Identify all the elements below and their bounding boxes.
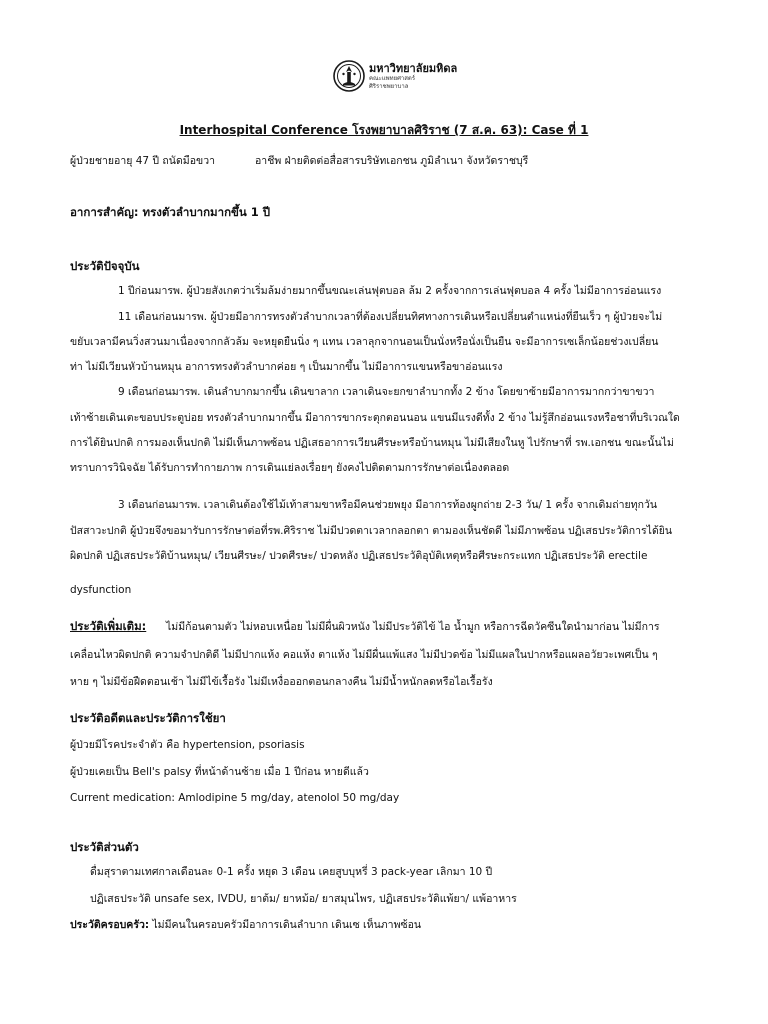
personal-history-line: ดื่มสุราตามเทศกาลเดือนละ 0-1 ครั้ง หยุด 3 เดือน เคยสูบบุหรี่ 3 pack-year เลิกมา 10 ปี	[90, 866, 493, 878]
logo-text	[369, 62, 457, 91]
family-history	[70, 917, 421, 933]
present-illness-line: 9 เดือนก่อนมารพ. เดินลำบากมากขึ้น เดินขาลาก เวลาเดินจะยกขาลำบากทั้ง 2 ข้าง โดยขาซ้ายมีอาการมากกว่าขาขวา	[118, 386, 655, 398]
additional-history-line: ไม่มีก้อนตามตัว ไม่หอบเหนื่อย ไม่มีผื่นผิวหนัง ไม่มีประวัติไข้ ไอ น้ำมูก หรือการฉีดวัคซีนใดนำมาก่อน ไม่มีการ	[166, 621, 660, 633]
chief-complaint: อาการสำคัญ: ทรงตัวลำบากมากขึ้น 1 ปี	[70, 205, 271, 219]
present-illness-line: เท้าซ้ายเดินเตะขอบประตูบ่อย ทรงตัวลำบากมากขึ้น มีอาการขากระตุกตอนนอน แขนมีแรงดีทั้ง 2 ข้าง ไม่รู้สึกอ่อนแรงหรือชาที่บริเวณใด	[70, 412, 680, 424]
present-illness-line: 11 เดือนก่อนมารพ. ผู้ป่วยมีอาการทรงตัวลำบากเวลาที่ต้องเปลี่ยนทิศทางการเดินหรือเปลี่ยนตำแหน่งที่ยืนเร็ว ๆ ผู้ป่วยจะไม่	[118, 311, 663, 323]
additional-history-line: เคลื่อนไหวผิดปกติ ความจำปกติดี ไม่มีปากแห้ง คอแห้ง ตาแห้ง ไม่มีผื่นแพ้แสง ไม่มีปวดข้อ ไม่มีแผลในปากหรือแผลอวัยวะเพศเป็น ๆ	[70, 649, 658, 661]
present-illness-line: 3 เดือนก่อนมารพ. เวลาเดินต้องใช้ไม้เท้าสามขาหรือมีคนช่วยพยุง มีอาการท้องผูกถ่าย 2-3 วัน/ 1 ครั้ง จากเดิมถ่ายทุกวัน	[118, 499, 658, 511]
present-illness-line: ท่า ไม่มีเวียนหัวบ้านหมุน อาการทรงตัวลำบากค่อย ๆ เป็นมากขึ้น ไม่มีอาการแขนหรือขาอ่อนแรง	[70, 361, 503, 373]
present-illness-line: ผิดปกติ ปฏิเสธประวัติบ้านหมุน/ เวียนศีรษะ/ ปวดศีรษะ/ ปวดหลัง ปฏิเสธประวัติอุบัติเหตุหรือศีรษะกระแทก ปฏิเสธประวัติ erectile	[70, 550, 648, 562]
logo-university-name: มหาวิทยาลัยมหิดล	[369, 62, 458, 75]
present-illness-line: dysfunction	[70, 584, 132, 596]
university-seal-icon	[333, 60, 365, 92]
additional-history-heading: ประวัติเพิ่มเติม:	[70, 619, 147, 633]
past-history-line: ผู้ป่วยเคยเป็น Bell's palsy ที่หน้าด้านซ้าย เมื่อ 1 ปีก่อน หายดีแล้ว	[70, 766, 369, 778]
past-history-heading: ประวัติอดีตและประวัติการใช้ยา	[70, 711, 226, 725]
present-illness-line: 1 ปีก่อนมารพ. ผู้ป่วยสังเกตว่าเริ่มล้มง่ายมากขึ้นขณะเล่นฟุตบอล ล้ม 2 ครั้งจากการเล่นฟุตบอล 4 ครั้ง ไม่มีอาการอ่อนแรง	[118, 285, 662, 297]
logo-faculty-name: คณะแพทยศาสตร์	[369, 75, 416, 82]
present-illness-line: การได้ยินปกติ การมองเห็นปกติ ไม่มีเห็นภาพซ้อน ปฏิเสธอาการเวียนศีรษะหรือบ้านหมุน ไม่มีเสียงในหู ไปรักษาที่ รพ.เอกชน ขณะนั้นไม่	[70, 437, 674, 449]
family-history-text: ไม่มีคนในครอบครัวมีอาการเดินลำบาก เดินเซ เห็นภาพซ้อน	[152, 919, 422, 931]
present-illness-heading: ประวัติปัจจุบัน	[70, 259, 140, 273]
additional-history-line: หาย ๆ ไม่มีข้อฝืดตอนเช้า ไม่มีไข้เรื้อรัง ไม่มีเหงื่อออกตอนกลางคืน ไม่มีน้ำหนักลดหรือไอเรื้อรัง	[70, 676, 493, 688]
document-title: Interhospital Conference โรงพยาบาลศิริราช (7 ส.ค. 63): Case ที่ 1	[179, 123, 589, 137]
present-illness-line: ทราบการวินิจฉัย ได้รับการทำกายภาพ การเดินแย่ลงเรื่อยๆ ยังคงไปติดตามการรักษาต่อเนื่องตลอด	[70, 462, 510, 474]
present-illness-line: ปัสสาวะปกติ ผู้ป่วยจึงขอมารับการรักษาต่อที่รพ.ศิริราช ไม่มีปวดตาเวลากลอกตา ตามองเห็นชัดดี ไม่มีภาพซ้อน ปฏิเสธประวัติการได้ยิน	[70, 525, 673, 537]
medication-label: Current medication:	[70, 792, 175, 804]
personal-history-line: ปฏิเสธประวัติ unsafe sex, IVDU, ยาต้ม/ ยาหม้อ/ ยาสมุนไพร, ปฏิเสธประวัติแพ้ยา/ แพ้อาหาร	[90, 893, 517, 905]
personal-history-heading: ประวัติส่วนตัว	[70, 840, 139, 854]
university-logo	[333, 60, 463, 100]
patient-demographics: ผู้ป่วยชายอายุ 47 ปี ถนัดมือขวา	[70, 155, 215, 167]
past-history-line: ผู้ป่วยมีโรคประจำตัว คือ hypertension, psoriasis	[70, 739, 305, 751]
logo-hospital-name: ศิริราชพยาบาล	[369, 83, 409, 90]
current-medication	[70, 790, 399, 806]
patient-occupation: อาชีพ ฝ่ายติดต่อสื่อสารบริษัทเอกชน ภูมิลำเนา จังหวัดราชบุรี	[255, 155, 529, 167]
family-history-heading: ประวัติครอบครัว:	[70, 919, 150, 931]
present-illness-line: ขยับเวลามีคนวิ่งสวนมาเนื่องจากกลัวล้ม จะหยุดยืนนิ่ง ๆ แทน เวลาลุกจากนอนเป็นนั่งหรือนั่งเป็นยืน จะมีอาการเซเล็กน้อยช่วงเปลี่ยน	[70, 336, 659, 348]
medication-value: Amlodipine 5 mg/day, atenolol 50 mg/day	[178, 792, 400, 804]
